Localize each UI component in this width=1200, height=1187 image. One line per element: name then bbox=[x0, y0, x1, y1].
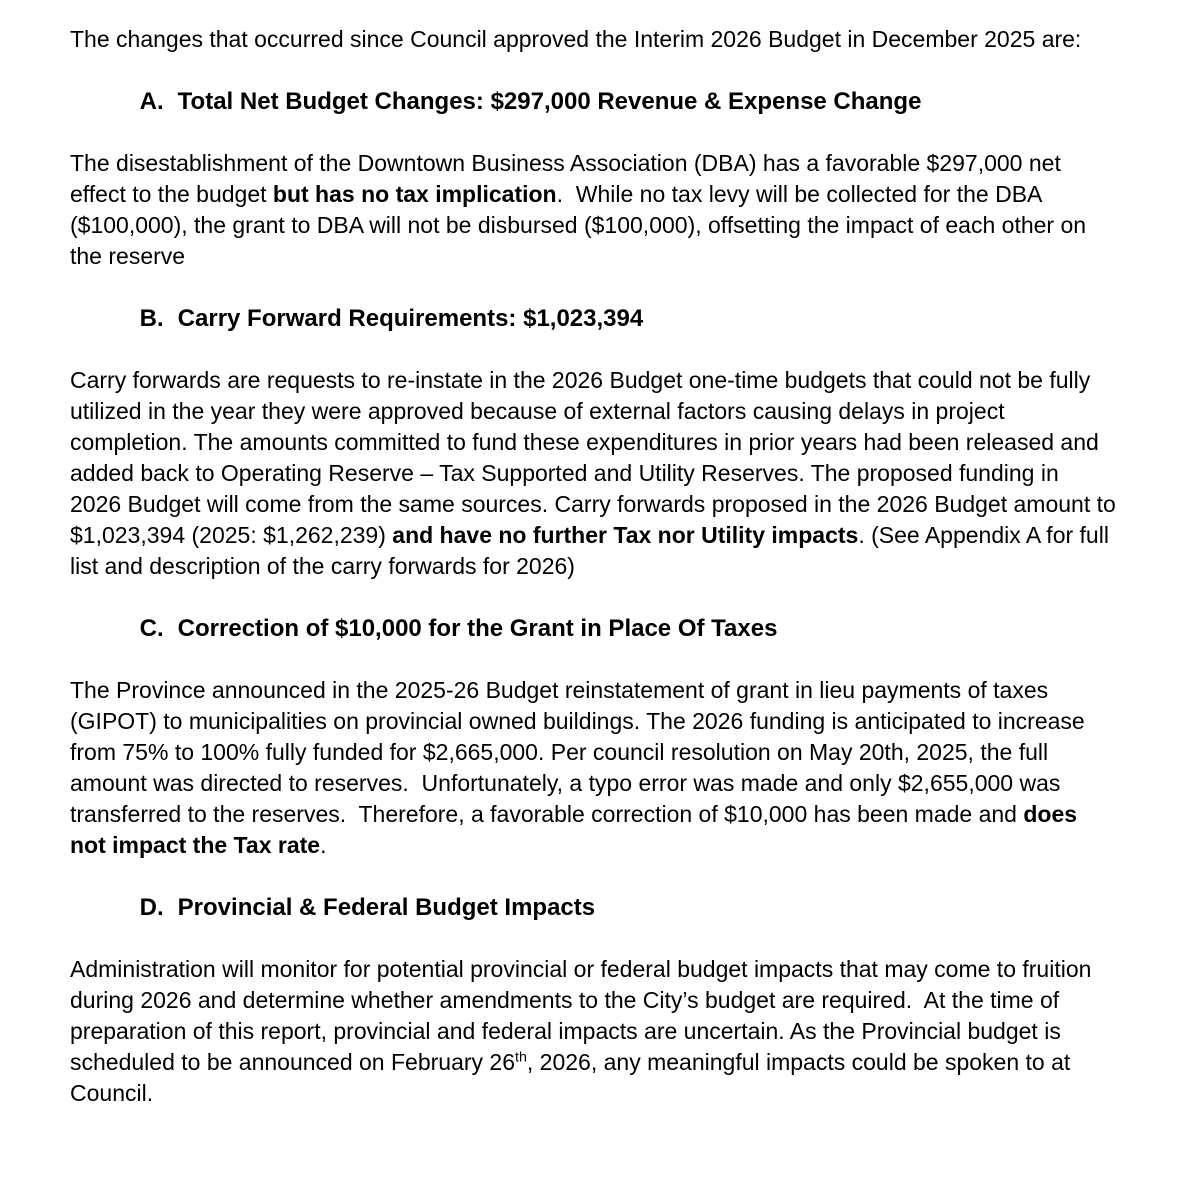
section-heading-c bbox=[70, 582, 1116, 675]
section-paragraph-a: The disestablishment of the Downtown Business Association (DBA) has a favorable $297,000 net effect to the budget but has no tax implication. While no tax levy will be collected for the DBA ($100,000), the grant to DBA will not be disbursed ($100,000), offsetting the impact of each other on the reserve bbox=[70, 150, 1093, 269]
section-heading-d bbox=[70, 861, 1116, 954]
section-title-d: Provincial & Federal Budget Impacts bbox=[177, 894, 596, 921]
section-title-b: Carry Forward Requirements: $1,023,394 bbox=[177, 305, 644, 332]
intro-paragraph: The changes that occurred since Council approved the Interim 2026 Budget in December 2025 are: bbox=[70, 26, 1082, 52]
section-title-c: Correction of $10,000 for the Grant in Place Of Taxes bbox=[177, 615, 778, 642]
section-paragraph-b: Carry forwards are requests to re-instate in the 2026 Budget one-time budgets that could not be fully utilized in the year they were approved because of external factors causing delays in project completion. The amounts committed to fund these expenditures in prior years had been released and added back to Operating Reserve – Tax Supported and Utility Reserves. The proposed funding in 2026 Budget will come from the same sources. Carry forwards proposed in the 2026 Budget amount to $1,023,394 (2025: $1,262,239) and have no further Tax nor Utility impacts. (See Appendix A for full list and description of the carry forwards for 2026) bbox=[70, 367, 1123, 579]
section-label-c: C. bbox=[139, 615, 164, 642]
section-paragraph-c: The Province announced in the 2025-26 Budget reinstatement of grant in lieu payments of taxes (GIPOT) to municipalities on provincial owned buildings. The 2026 funding is anticipated to increase from 75% to 100% fully funded for $2,665,000. Per council resolution on May 20th, 2025, the full amount was directed to reserves. Unfortunately, a typo error was made and only $2,655,000 was transferred to the reserves. Therefore, a favorable correction of $10,000 has been made and does not impact the Tax rate. bbox=[70, 677, 1092, 858]
section-label-a: A. bbox=[139, 88, 164, 115]
section-heading-b bbox=[70, 272, 1116, 365]
section-label-b: B. bbox=[139, 305, 164, 332]
section-label-d: D. bbox=[139, 894, 164, 921]
section-heading-a bbox=[70, 55, 1116, 148]
section-paragraph-d: Administration will monitor for potential provincial or federal budget impacts that may come to fruition during 2026 and determine whether amendments to the City’s budget are required. At the time of preparation of this report, provincial and federal impacts are uncertain. As the Provincial budget is scheduled to be announced on February 26th, 2026, any meaningful impacts could be spoken to at Council. bbox=[70, 956, 1098, 1106]
section-title-a: Total Net Budget Changes: $297,000 Revenue & Expense Change bbox=[177, 88, 922, 115]
